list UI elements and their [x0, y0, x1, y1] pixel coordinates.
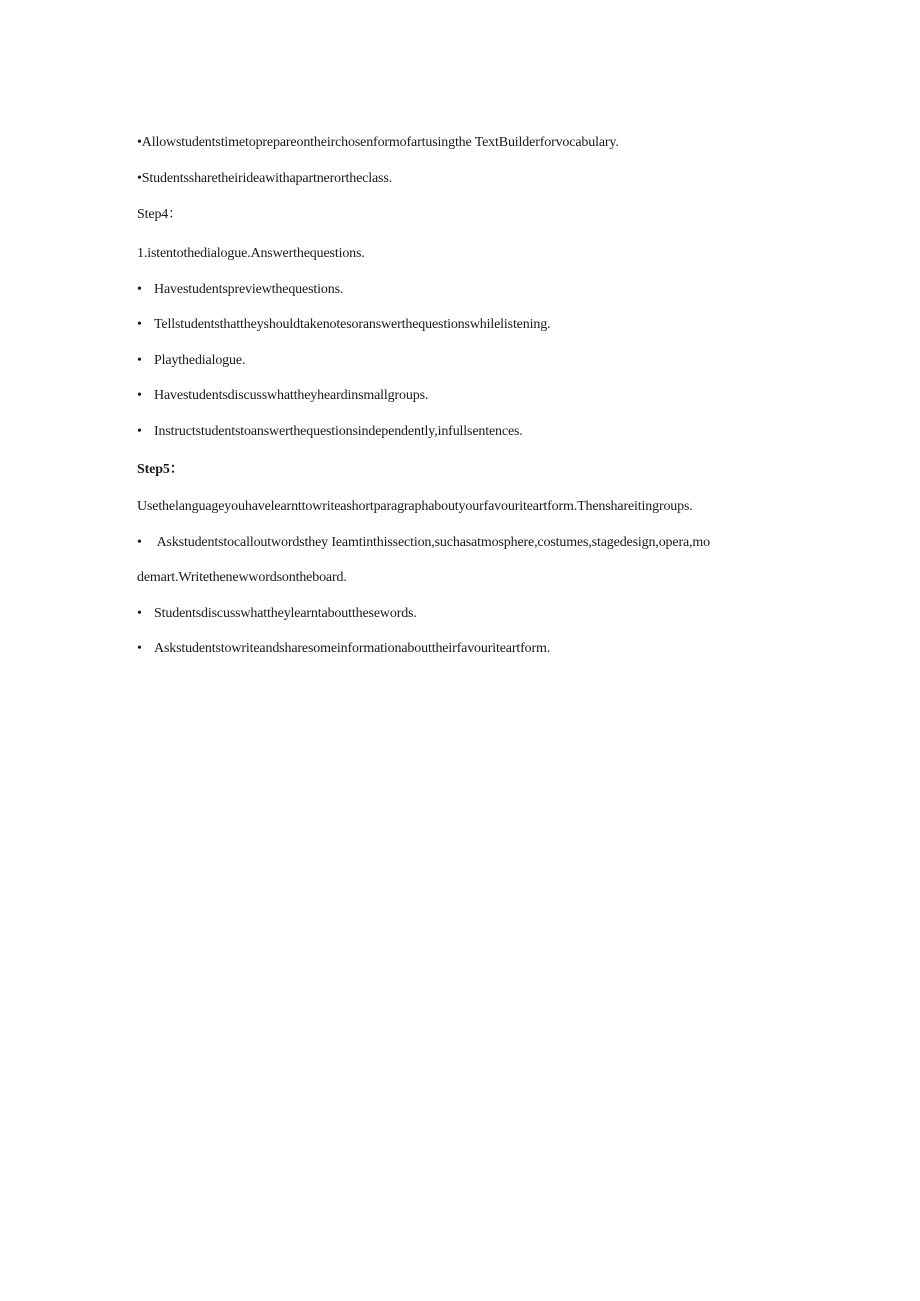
list-item-text: Studentsdiscusswhattheylearntaboutthesewords. [154, 606, 417, 621]
bullet-icon: • [137, 353, 142, 368]
bullet-icon: • [137, 317, 142, 332]
list-item [137, 640, 550, 658]
line-text: •Studentssharetheirideawithapartnerortheclass. [137, 171, 392, 186]
text-line [137, 498, 693, 516]
list-item-text: Havestudentspreviewthequestions. [154, 282, 344, 297]
bullet-icon: • [137, 641, 142, 656]
line-text: Usethelanguageyouhavelearnttowriteashortparagraphaboutyourfavouriteartform.Thenshareitingroups. [137, 499, 693, 514]
bullet-icon: • [137, 535, 142, 550]
line-text: demart.Writethenewwordsontheboard. [137, 570, 347, 585]
list-item [137, 605, 417, 623]
heading-text: Step5： [137, 462, 184, 477]
list-item [137, 423, 523, 441]
list-item-text: Playthedialogue. [154, 353, 246, 368]
list-item-text: Askstudentstowriteandsharesomeinformationabouttheirfavouriteartform. [154, 641, 551, 656]
bullet-icon: • [137, 282, 142, 297]
line-text: Step4： [137, 207, 182, 222]
list-item-text: Tellstudentsthattheyshouldtakenotesoranswerthequestionswhilelistening. [154, 317, 551, 332]
step-label [137, 206, 182, 224]
text-line [137, 170, 392, 188]
list-item [137, 352, 245, 370]
list-item-text: Instructstudentstoanswerthequestionsindependently,infullsentences. [154, 424, 523, 439]
list-item [137, 387, 428, 405]
bullet-icon: • [137, 388, 142, 403]
line-text: •Allowstudentstimetoprepareontheirchosenformofartusingthe TextBuilderforvocabulary. [137, 135, 619, 150]
line-text: 1.istentothedialogue.Answerthequestions. [137, 246, 365, 261]
list-item [137, 281, 343, 299]
bullet-icon: • [137, 606, 142, 621]
list-item [137, 316, 550, 334]
text-line [137, 569, 347, 587]
step-heading [137, 461, 184, 479]
list-item-text: Havestudentsdiscusswhattheyheardinsmallgroups. [154, 388, 429, 403]
text-line [137, 134, 619, 152]
text-line [137, 245, 365, 263]
bullet-icon: • [137, 424, 142, 439]
list-item-text: Askstudentstocalloutwordsthey Ieamtinthissection,suchasatmosphere,costumes,stagedesign,opera,mo [154, 535, 710, 550]
list-item [137, 534, 710, 552]
